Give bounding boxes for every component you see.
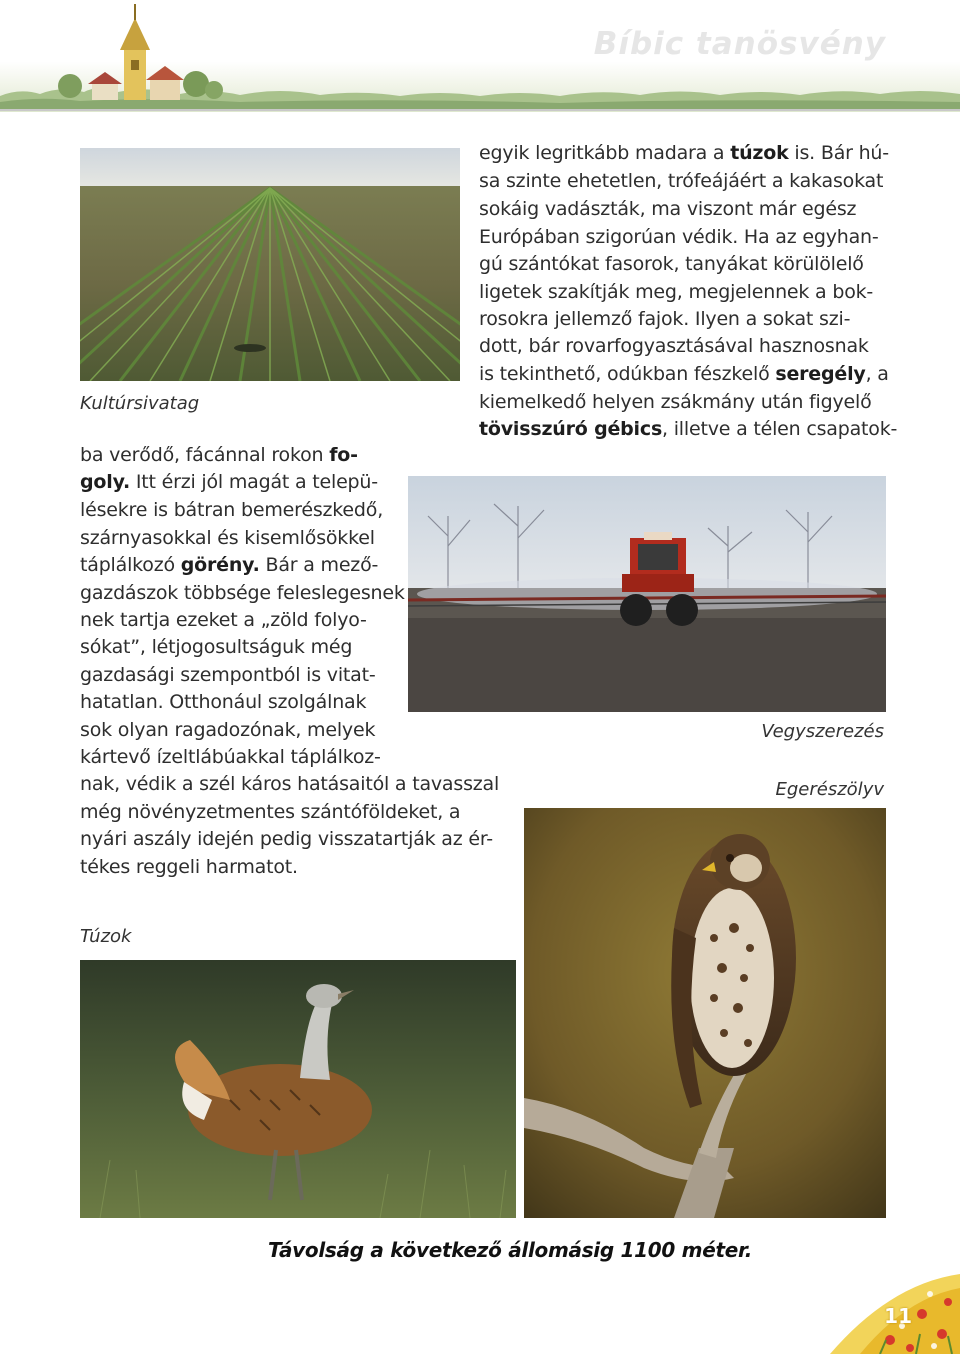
text-line: nek tartja ezeket a „zöld folyo- [80,609,367,631]
text-line: ligetek szakítják meg, megjelennek a bok- [479,281,874,303]
text-line: sokáig vadászták, ma viszont már egész [479,198,857,220]
text-line: sa szinte ehetetlen, trófeájáért a kakasokat [479,170,884,192]
text-line: Európában szigorúan védik. Ha az egyhan- [479,226,879,248]
photo-common-buzzard [524,808,886,1218]
photo-cultivated-field [80,148,460,381]
caption-great-bustard: Túzok [80,926,132,947]
page-corner-flowers [830,1274,960,1354]
text-line: rosokra jellemző fajok. Ilyen a sokat szi- [479,308,851,330]
text-line: gazdasági szempontból is vitat- [80,664,376,686]
text-line: szárnyasokkal és kisemlősökkel [80,527,375,549]
highlight-species: tövisszúró gébics [479,418,663,440]
text-line: tékes reggeli harmatot. [80,856,298,878]
text-line: sok olyan ragadozónak, melyek [80,719,376,741]
page-header-title: Bíbic tanösvény [593,26,886,62]
text-line: lésekre is bátran bemerészkedő, [80,499,384,521]
text-line: is tekinthető, odúkban fészkelő seregély, a [479,363,889,385]
header-banner [0,0,960,112]
caption-cultivated-field: Kultúrsivatag [80,393,200,414]
highlight-species: seregély [775,363,866,385]
highlight-species: túzok [730,142,789,164]
caption-common-buzzard: Egerészölyv [775,779,884,800]
highlight-species: goly. [80,471,131,493]
text-line: gú szántókat fasorok, tanyákat körülölelő [479,253,864,275]
text-line: táplálkozó görény. Bár a mező- [80,554,379,576]
text-line: még növényzetmentes szántóföldeket, a [80,801,461,823]
text-line: goly. Itt érzi jól magát a telepü- [80,471,378,493]
text-line: hatatlan. Otthonául szolgálnak [80,691,367,713]
text-line: tövisszúró gébics, illetve a télen csapatok- [479,418,898,440]
photo-crop-spraying-tractor [408,476,886,712]
text-line: gazdászok többsége feleslegesnek [80,582,405,604]
header-divider [0,109,960,111]
photo-great-bustard [80,960,516,1218]
highlight-species: görény. [180,554,260,576]
text-line: nyári aszály idején pedig visszatartják az ér- [80,828,493,850]
text-line: dott, bár rovarfogyasztásával hasznosnak [479,335,869,357]
text-line: ba verődő, fácánnal rokon fo- [80,444,358,466]
page-number: 11 [884,1304,912,1328]
text-line: kártevő ízeltlábúakkal táplálkoz- [80,746,381,768]
caption-crop-spraying: Vegyszerezés [761,721,884,742]
text-line: kiemelkedő helyen zsákmány után figyelő [479,391,872,413]
distance-to-next-station: Távolság a következő állomásig 1100 méter. [268,1238,753,1262]
highlight-species: fo- [329,444,358,466]
text-line: nak, védik a szél káros hatásaitól a tavasszal [80,773,500,795]
text-line: sókat”, létjogosultságuk még [80,636,353,658]
text-line: egyik legritkább madara a túzok is. Bár hú- [479,142,889,164]
